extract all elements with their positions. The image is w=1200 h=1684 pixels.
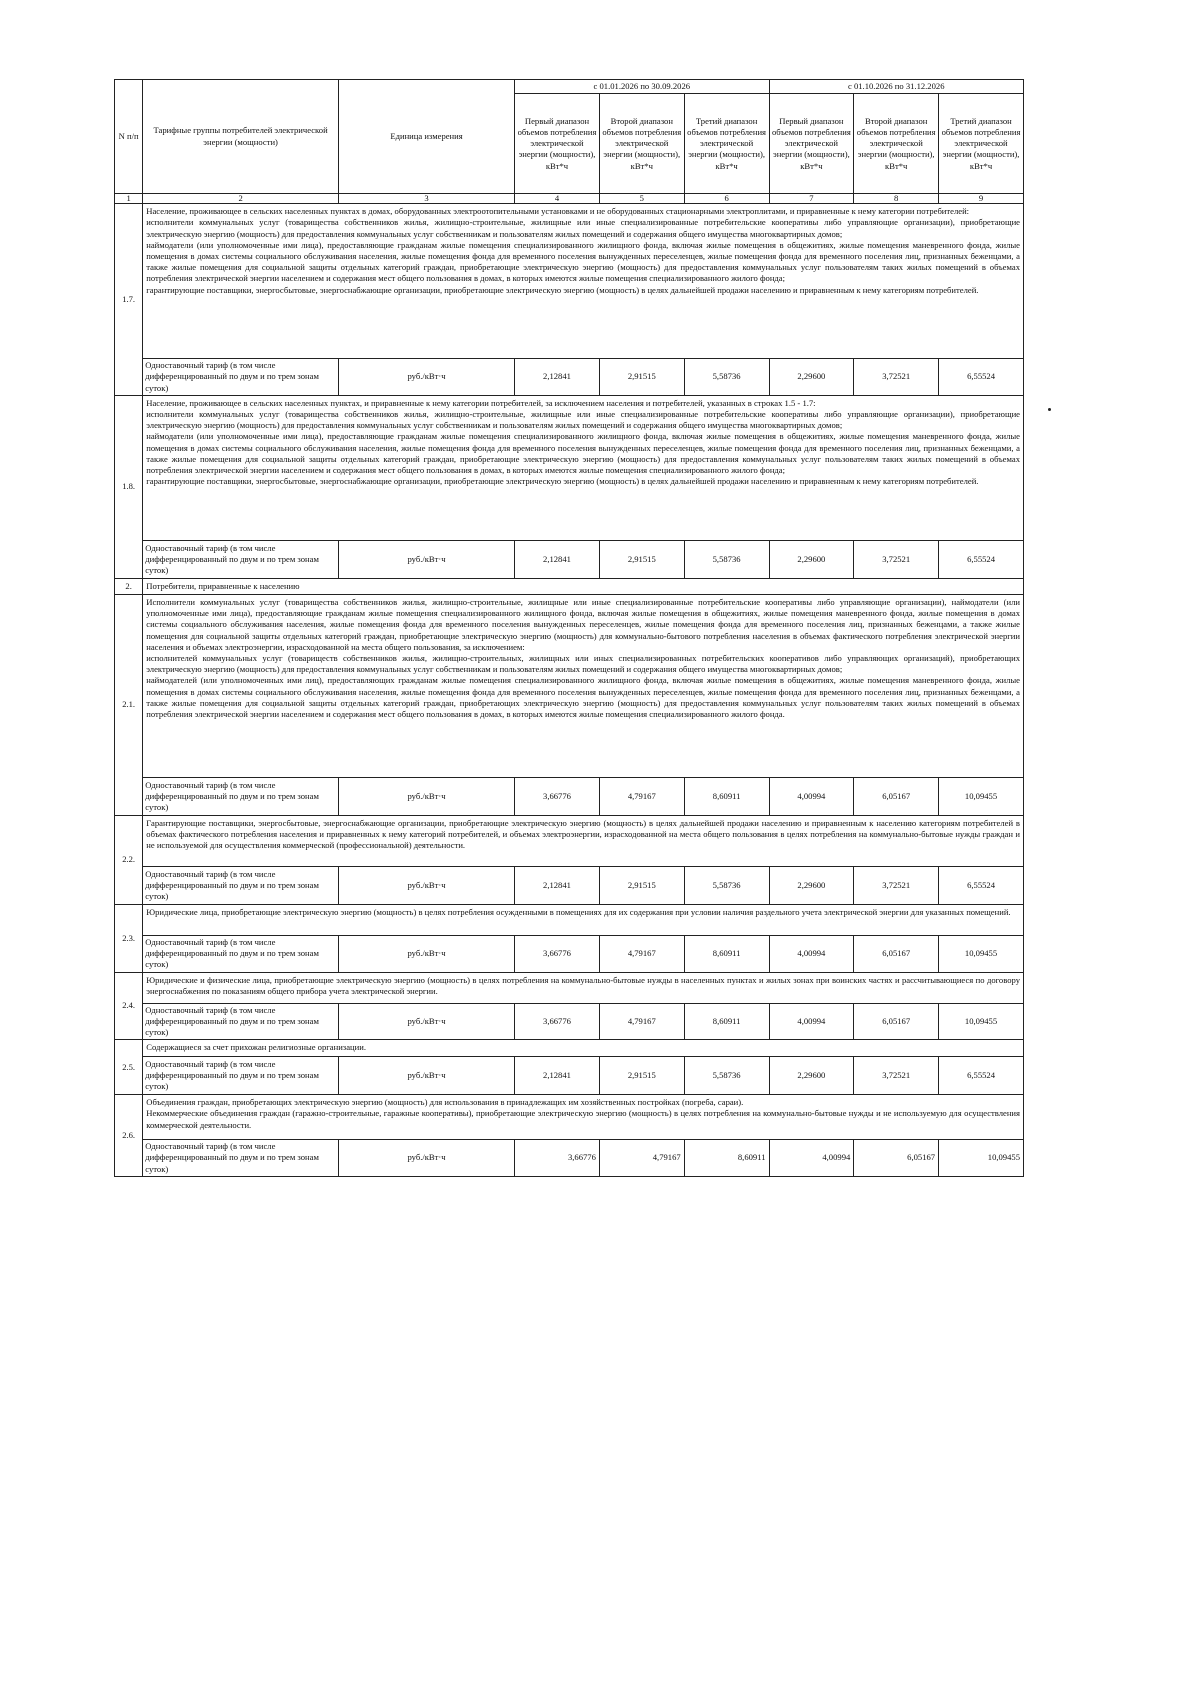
range-header: Первый диапазон объемов потребления электрической энергии (мощности), кВт*ч (515, 94, 600, 194)
section-description-row (115, 1095, 1024, 1140)
row-number: 2.6. (115, 1095, 143, 1177)
unit-cell: руб./кВт·ч (338, 867, 514, 905)
description-paragraph: наймодатели (или уполномоченные ими лица), предоставляющие гражданам жилые помещения специализированного жилищного фонда, включая жилые помещения в общежитиях, жилые помещения маневренного фонда, жилые помещения в домах системы социального обслуживания населения, жилые помещения фонда для временного поселения вынужденных переселенцев, жилые помещения фонда для временного поселения лиц, признанных беженцами, а также жилые помещения для социальной защиты отдельных категорий граждан, приобретающие электрическую энергию (мощность) для предоставления коммунальных услуг пользователям таких жилых помещений в объемах потребления электрической энергии населением и содержания мест общего пользования в домах, в которых имеются жилые помещения специализированного жилого фонда; (146, 239, 1020, 284)
column-number: 9 (939, 194, 1024, 204)
tariff-value: 4,00994 (769, 1003, 854, 1040)
tariff-value: 2,12841 (515, 1057, 600, 1095)
tariff-value: 6,55524 (939, 867, 1024, 905)
tariff-value: 3,72521 (854, 1057, 939, 1095)
row-number: 1.7. (115, 204, 143, 396)
col-groups-header: Тарифные группы потребителей электрической энергии (мощности) (143, 80, 339, 194)
tariff-value: 6,05167 (854, 1003, 939, 1040)
description-paragraph: гарантирующие поставщики, энергосбытовые, энергоснабжающие организации, приобретающие электрическую энергию (мощность) в целях дальнейшей продажи населению и приравненным к нему категориям потребителей. (146, 284, 979, 295)
unit-cell: руб./кВт·ч (338, 540, 514, 578)
tariff-name: Одноставочный тариф (в том числе дифференцированный по двум и по трем зонам суток) (143, 540, 339, 578)
header-row-periods (115, 80, 1024, 94)
description-paragraph: исполнители коммунальных услуг (товарищества собственников жилья, жилищно-строительные, жилищные или иные специализированные потребительские кооперативы либо управляющие организации), приобретающие электрическую энергию (мощность) для предоставления коммунальных услуг собственникам и пользователям жилых помещений и содержания общего имущества многоквартирных домов; (146, 217, 1020, 239)
tariff-value: 8,60911 (684, 778, 769, 816)
description-paragraph: Юридические и физические лица, приобретающие электрическую энергию (мощность) в целях потребления на коммунально-бытовые нужды в населенных пунктах и жилых зонах при воинских частях и рассчитывающиеся по договору энергоснабжения по показаниям общего прибора учета электрической энергии. (146, 974, 1020, 996)
tariff-row (115, 359, 1024, 396)
column-number: 3 (338, 194, 514, 204)
description-paragraph: Объединения граждан, приобретающих электрическую энергию (мощность) для использования в принадлежащих им хозяйственных постройках (погреба, сараи). (146, 1097, 744, 1108)
section-description-row (115, 816, 1024, 867)
tariff-value: 8,60911 (684, 936, 769, 973)
tariff-value: 3,66776 (515, 1003, 600, 1040)
unit-cell: руб./кВт·ч (338, 359, 514, 396)
tariff-value: 2,91515 (599, 1057, 684, 1095)
unit-cell: руб./кВт·ч (338, 1003, 514, 1040)
tariff-value: 2,29600 (769, 867, 854, 905)
tariff-value: 6,05167 (854, 936, 939, 973)
section-description (143, 816, 1024, 867)
unit-cell: руб./кВт·ч (338, 778, 514, 816)
column-number: 2 (143, 194, 339, 204)
unit-cell: руб./кВт·ч (338, 1140, 514, 1177)
col-unit-header: Единица измерения (338, 80, 514, 194)
tariff-row (115, 867, 1024, 905)
range-header: Третий диапазон объемов потребления электрической энергии (мощности), кВт*ч (939, 94, 1024, 194)
tariff-value: 3,66776 (515, 1140, 600, 1177)
range-header: Первый диапазон объемов потребления электрической энергии (мощности), кВт*ч (769, 94, 854, 194)
tariff-value: 10,09455 (939, 778, 1024, 816)
description-paragraph: гарантирующие поставщики, энергосбытовые, энергоснабжающие организации, приобретающие электрическую энергию (мощность) в целях дальнейшей продажи населению и приравненным к нему категориям потребителей. (146, 476, 979, 487)
tariff-value: 5,58736 (684, 359, 769, 396)
description-paragraph: Юридические лица, приобретающие электрическую энергию (мощность) в целях потребления осужденными в помещениях для их содержания при условии наличия раздельного учета электрической энергии для указанных помещений. (146, 907, 1011, 918)
range-header: Второй диапазон объемов потребления электрической энергии (мощности), кВт*ч (854, 94, 939, 194)
tariff-value: 8,60911 (684, 1140, 769, 1177)
section-description (143, 395, 1024, 540)
description-paragraph: Население, проживающее в сельских населенных пунктах в домах, оборудованных электроотопительными установками и не оборудованных стационарными электроплитами, и приравненные к нему категории потребителей: (146, 206, 970, 217)
description-paragraph: наймодателей (или уполномоченных ими лиц), предоставляющих гражданам жилые помещения специализированного жилищного фонда, включая жилые помещения в общежитиях, жилые помещения маневренного фонда, жилые помещения в домах системы социального обслуживания населения, жилые помещения фонда для временного поселения вынужденных переселенцев, жилые помещения фонда для временного поселения лиц, признанных беженцами, а также жилые помещения для социальной защиты отдельных категорий граждан, приобретающих электрическую энергию (мощность) для предоставления коммунальных услуг пользователям таких жилых помещений в объемах потребления электрической энергии населением и содержания мест общего пользования в домах, в которых имеются жилые помещения специализированного жилого фонда. (146, 675, 1020, 720)
column-number: 8 (854, 194, 939, 204)
section-title: Потребители, приравненные к населению (143, 578, 1024, 594)
tariff-value: 3,66776 (515, 936, 600, 973)
tariff-value: 5,58736 (684, 867, 769, 905)
tariff-table (114, 79, 1024, 1177)
tariff-row (115, 936, 1024, 973)
section-description-row (115, 905, 1024, 936)
tariff-row (115, 778, 1024, 816)
section-description-row (115, 395, 1024, 540)
tariff-value: 2,91515 (599, 867, 684, 905)
tariff-value: 2,12841 (515, 359, 600, 396)
section-description-row (115, 1040, 1024, 1057)
tariff-row (115, 1057, 1024, 1095)
tariff-value: 4,79167 (599, 778, 684, 816)
column-number: 1 (115, 194, 143, 204)
tariff-name: Одноставочный тариф (в том числе дифференцированный по двум и по трем зонам суток) (143, 1140, 339, 1177)
description-paragraph: Некоммерческие объединения граждан (гаражно-строительные, гаражные кооперативы), приобретающие электрическую энергию (мощность) в целях потребления на коммунально-бытовые нужды и не используемую для осуществления коммерческой деятельности. (146, 1108, 1020, 1130)
tariff-row (115, 1003, 1024, 1040)
tariff-value: 6,05167 (854, 1140, 939, 1177)
row-number: 2. (115, 578, 143, 594)
unit-cell: руб./кВт·ч (338, 1057, 514, 1095)
column-number: 5 (599, 194, 684, 204)
tariff-value: 4,79167 (599, 936, 684, 973)
section-description (143, 1040, 1024, 1057)
col-num-header: N п/п (115, 80, 143, 194)
tariff-value: 2,12841 (515, 540, 600, 578)
tariff-value: 6,55524 (939, 540, 1024, 578)
section-description (143, 595, 1024, 778)
tariff-value: 2,29600 (769, 1057, 854, 1095)
tariff-name: Одноставочный тариф (в том числе дифференцированный по двум и по трем зонам суток) (143, 936, 339, 973)
tariff-name: Одноставочный тариф (в том числе дифференцированный по двум и по трем зонам суток) (143, 359, 339, 396)
tariff-value: 10,09455 (939, 1140, 1024, 1177)
tariff-name: Одноставочный тариф (в том числе дифференцированный по двум и по трем зонам суток) (143, 867, 339, 905)
section-description-row (115, 972, 1024, 1003)
tariff-value: 5,58736 (684, 1057, 769, 1095)
description-paragraph: наймодатели (или уполномоченные ими лица), предоставляющие гражданам жилые помещения специализированного жилищного фонда, включая жилые помещения в общежитиях, жилые помещения маневренного фонда, жилые помещения в домах системы социального обслуживания населения, жилые помещения фонда для временного поселения вынужденных переселенцев, жилые помещения фонда для временного поселения лиц, признанных беженцами, а также жилые помещения для социальной защиты отдельных категорий граждан, приобретающие электрическую энергию (мощность) для предоставления коммунальных услуг пользователям таких жилых помещений в объемах потребления электрической энергии населением и содержания мест общего пользования в домах, в которых имеются жилые помещения специализированного жилого фонда; (146, 431, 1020, 476)
tariff-value: 6,55524 (939, 359, 1024, 396)
range-header: Второй диапазон объемов потребления электрической энергии (мощности), кВт*ч (599, 94, 684, 194)
tariff-value: 4,79167 (599, 1003, 684, 1040)
description-paragraph: исполнителей коммунальных услуг (товариществ собственников жилья, жилищно-строительных, жилищных или иных специализированных потребительских кооперативов либо управляющих организаций), приобретающих электрическую энергию (мощность) для предоставления коммунальных услуг собственникам и пользователям жилых помещений и содержания общего имущества многоквартирных домов; (146, 653, 1020, 675)
row-number: 2.3. (115, 905, 143, 973)
row-number: 2.2. (115, 816, 143, 905)
description-paragraph: Население, проживающее в сельских населенных пунктах, и приравненные к нему категории потребителей, за исключением населения и потребителей, указанных в строках 1.5 - 1.7: (146, 397, 816, 408)
tariff-value: 3,72521 (854, 540, 939, 578)
column-number-row (115, 194, 1024, 204)
tariff-document (114, 79, 1024, 1177)
row-number: 2.4. (115, 972, 143, 1040)
tariff-name: Одноставочный тариф (в том числе дифференцированный по двум и по трем зонам суток) (143, 778, 339, 816)
description-paragraph: Исполнители коммунальных услуг (товарищества собственников жилья, жилищно-строительные, жилищные или иные специализированные потребительские кооперативы либо управляющие организации), наймодатели (или уполномоченные ими лица), предоставляющие гражданам жилые помещения специализированного жилищного фонда, включая жилые помещения в общежитиях, жилые помещения маневренного фонда, жилые помещения в домах системы социального обслуживания населения, жилые помещения фонда для временного поселения вынужденных переселенцев, жилые помещения фонда для временного поселения лиц, признанных беженцами, а также жилые помещения для социальной защиты отдельных категорий граждан, приобретающие электрическую энергию (мощность) для коммунально-бытового потребления населения в объемах фактического потребления электрической энергии населения и объемах электроэнергии, израсходованной на места общего пользования, за исключением: (146, 597, 1020, 652)
section-description (143, 905, 1024, 936)
period-2-header: с 01.10.2026 по 31.12.2026 (769, 80, 1024, 94)
column-number: 6 (684, 194, 769, 204)
tariff-value: 6,05167 (854, 778, 939, 816)
tariff-row (115, 1140, 1024, 1177)
row-number: 1.8. (115, 395, 143, 578)
tariff-value: 2,91515 (599, 540, 684, 578)
stray-dot (1048, 408, 1051, 411)
column-number: 7 (769, 194, 854, 204)
period-1-header: с 01.01.2026 по 30.09.2026 (515, 80, 769, 94)
tariff-value: 3,66776 (515, 778, 600, 816)
tariff-value: 10,09455 (939, 936, 1024, 973)
row-number: 2.1. (115, 595, 143, 816)
tariff-value: 3,72521 (854, 867, 939, 905)
section-title-row (115, 578, 1024, 594)
tariff-name: Одноставочный тариф (в том числе дифференцированный по двум и по трем зонам суток) (143, 1057, 339, 1095)
section-description (143, 1095, 1024, 1140)
tariff-value: 4,00994 (769, 936, 854, 973)
section-description (143, 972, 1024, 1003)
tariff-value: 2,29600 (769, 540, 854, 578)
description-paragraph: Содержащиеся за счет прихожан религиозные организации. (146, 1042, 366, 1053)
description-paragraph: Гарантирующие поставщики, энергосбытовые, энергоснабжающие организации, приобретающие электрическую энергию (мощность) в целях дальнейшей продажи населению и приравненным к населению категориям потребителей в объемах фактического потребления населения и приравненных к нему категорий потребителей, и объемах электроэнергии, израсходованной на места общего пользования в целях потребления на коммунально-бытовые нужды граждан и не используемой для осуществления коммерческой (профессиональной) деятельности. (146, 818, 1020, 851)
unit-cell: руб./кВт·ч (338, 936, 514, 973)
tariff-value: 4,00994 (769, 1140, 854, 1177)
column-number: 4 (515, 194, 600, 204)
tariff-value: 4,00994 (769, 778, 854, 816)
tariff-value: 2,29600 (769, 359, 854, 396)
section-description (143, 204, 1024, 359)
tariff-value: 8,60911 (684, 1003, 769, 1040)
tariff-value: 3,72521 (854, 359, 939, 396)
section-description-row (115, 204, 1024, 359)
tariff-row (115, 540, 1024, 578)
tariff-value: 6,55524 (939, 1057, 1024, 1095)
row-number: 2.5. (115, 1040, 143, 1095)
range-header: Третий диапазон объемов потребления электрической энергии (мощности), кВт*ч (684, 94, 769, 194)
tariff-value: 2,91515 (599, 359, 684, 396)
tariff-name: Одноставочный тариф (в том числе дифференцированный по двум и по трем зонам суток) (143, 1003, 339, 1040)
tariff-value: 4,79167 (599, 1140, 684, 1177)
tariff-value: 5,58736 (684, 540, 769, 578)
section-description-row (115, 595, 1024, 778)
tariff-value: 10,09455 (939, 1003, 1024, 1040)
tariff-value: 2,12841 (515, 867, 600, 905)
description-paragraph: исполнители коммунальных услуг (товарищества собственников жилья, жилищно-строительные, жилищные или иные специализированные потребительские кооперативы либо управляющие организации), приобретающие электрическую энергию (мощность) для предоставления коммунальных услуг собственникам и пользователям жилых помещений и содержания общего имущества многоквартирных домов; (146, 409, 1020, 431)
